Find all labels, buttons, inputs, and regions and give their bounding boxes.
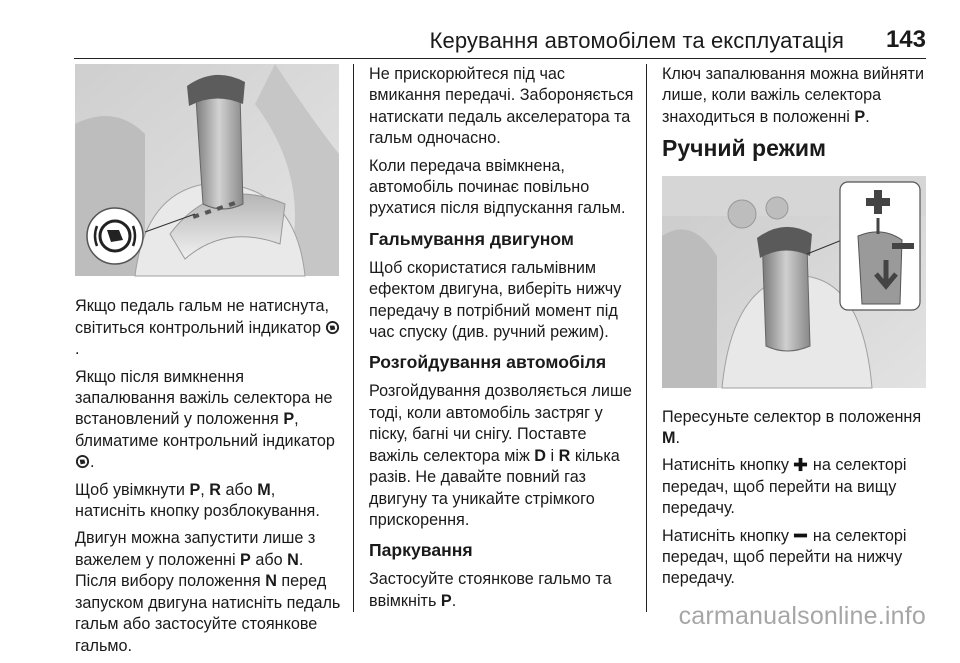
- paragraph: Натисніть кнопку на селекторі передач, щоб перейти на вищу передачу.: [662, 456, 907, 518]
- column-2: [369, 64, 637, 618]
- column-1: [75, 64, 341, 663]
- section-heading: Ручний режим: [662, 135, 827, 162]
- manual-mode-illustration: [662, 176, 928, 394]
- minus-button-icon: [793, 528, 808, 543]
- column-divider-1: [353, 64, 354, 612]
- paragraph: Щоб увімкнути P, R або M, натисніть кнопку розблокування.: [75, 480, 320, 521]
- plus-button-icon: [793, 457, 808, 472]
- paragraph: Застосуйте стоянкове гальмо та ввімкніть P.: [369, 570, 612, 610]
- watermark: carmanualsonline.info: [678, 602, 926, 630]
- paragraph: Ключ запалювання можна вийняти лише, коли важіль селектора знаходиться в положенні P.: [662, 65, 924, 126]
- paragraph: Щоб скористатися гальмівним ефектом двигуна, виберіть нижчу передачу в потрібний момент під час спуску (див. ручний режим).: [369, 258, 622, 342]
- column-3: [662, 64, 928, 596]
- section-heading: Паркування: [369, 540, 473, 561]
- section-heading: Гальмування двигуном: [369, 228, 574, 249]
- paragraph: Коли передача ввімкнена, автомобіль починає повільно рухатися після відпускання гальм.: [369, 156, 626, 218]
- paragraph: Пересуньте селектор в положення M.: [662, 407, 922, 448]
- paragraph: Двигун можна запустити лише з важелем у положенні P або N. Після вибору положення N перед запуском двигуна натисніть педаль гальм або застосуйте стоянкове гальмо.: [75, 529, 341, 655]
- paragraph: Розгойдування дозволяється лише тоді, коли автомобіль застряг у піску, багні чи снігу. Поставте важіль селектора між D і R кілька разів. Не давайте повний газ двигуну та уникайте стрімкого прискорення.: [369, 382, 632, 529]
- header-rule: [74, 58, 926, 59]
- section-heading: Розгойдування автомобіля: [369, 352, 607, 373]
- brake-indicator-icon: [75, 454, 90, 469]
- page-number: 143: [885, 26, 926, 53]
- header-title: Керування автомобілем та експлуатація: [429, 28, 844, 53]
- paragraph: Натисніть кнопку на селекторі передач, щоб перейти на нижчу передачу.: [662, 526, 907, 588]
- column-divider-2: [646, 64, 647, 612]
- page-header: [0, 22, 960, 56]
- paragraph: Якщо після вимкнення запалювання важіль селектора не встановлений у положення P, блиматиме контрольний індикатор .: [75, 367, 335, 472]
- paragraph: Якщо педаль гальм не натиснута, світиться контрольний індикатор .: [75, 296, 341, 360]
- brake-indicator-icon: [325, 320, 340, 335]
- paragraph: Не прискорюйтеся під час вмикання передачі. Забороняється натискати педаль акселератора та гальм одночасно.: [369, 65, 634, 148]
- gear-selector-illustration: [75, 64, 341, 282]
